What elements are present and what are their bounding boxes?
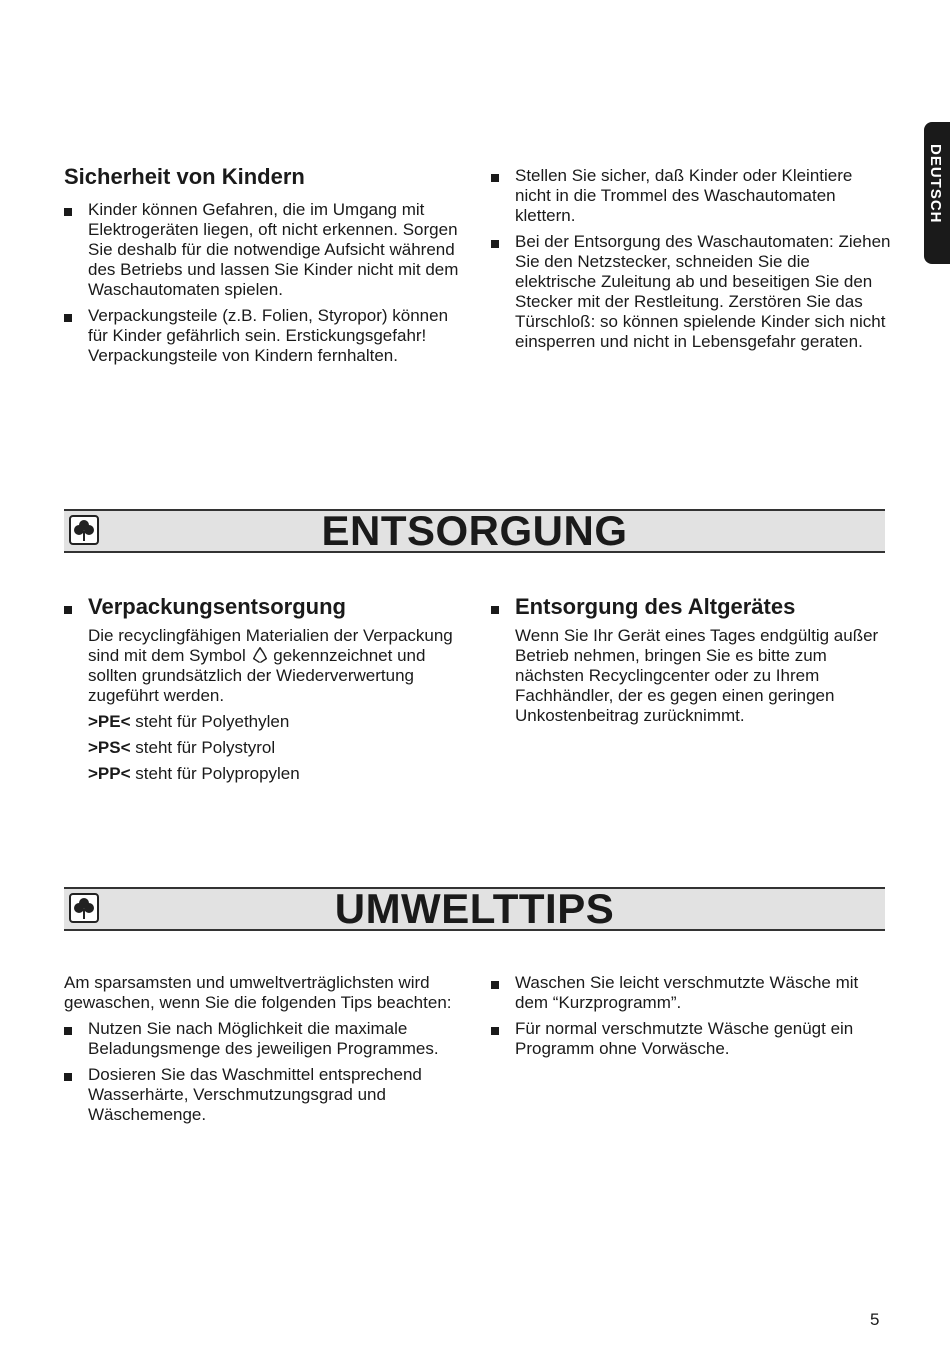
bullet-icon xyxy=(64,1073,72,1081)
bullet-icon xyxy=(491,240,499,248)
list-item-text: Dosieren Sie das Waschmittel entsprechend Wasserhärte, Verschmutzungsgrad und Wäschemenge. xyxy=(88,1065,422,1124)
material-code-row xyxy=(88,712,464,732)
material-code: >PP< xyxy=(88,764,131,783)
material-code-text: steht für Polystyrol xyxy=(135,738,276,757)
page-number: 5 xyxy=(870,1310,880,1329)
list-item-text: Verpackungsteile (z.B. Folien, Styropor) können für Kinder gefährlich sein. Erstickungsgefahr! Verpackungsteile von Kindern fernhalten. xyxy=(88,306,449,365)
language-tab xyxy=(924,122,950,264)
bullet-icon xyxy=(491,606,499,614)
eco-tips-left-column xyxy=(64,973,464,1131)
eco-tips-intro: Am sparsamsten und umweltverträglichsten wird gewaschen, wenn Sie die folgenden Tips beachten: xyxy=(64,973,452,1012)
material-code: >PE< xyxy=(88,712,131,731)
umwelttips-banner xyxy=(64,887,885,931)
bullet-icon xyxy=(64,1027,72,1035)
entsorgung-banner xyxy=(64,509,885,553)
packaging-disposal-column xyxy=(64,594,464,790)
packaging-text-part1: Die recyclingfähigen Materialien der Verpackung sind mit dem Symbol xyxy=(88,626,453,665)
material-code-text: steht für Polyethylen xyxy=(135,712,290,731)
bullet-icon xyxy=(491,981,499,989)
appliance-disposal-heading: Entsorgung des Altgerätes xyxy=(515,594,796,619)
material-code-text: steht für Polypropylen xyxy=(135,764,300,783)
list-item-text: Bei der Entsorgung des Waschautomaten: Ziehen Sie den Netzstecker, schneiden Sie die elektrische Zuleitung ab und beseitigen Sie den Stecker mit der Restleitung. Zerstören Sie das Türschloß: so können spielende Kinder sich nicht einsperren und nicht in Lebensgefahr geraten. xyxy=(515,232,891,351)
list-item-text: Kinder können Gefahren, die im Umgang mit Elektrogeräten liegen, oft nicht erkennen. Sorgen Sie deshalb für die notwendige Aufsicht während des Betriebs und lassen Sie Kinder nicht mit dem Waschautomaten spielen. xyxy=(88,200,459,299)
packaging-disposal-header xyxy=(64,594,464,620)
kids-safety-left-column xyxy=(64,164,464,372)
recycle-icon xyxy=(251,646,269,664)
list-item-text: Waschen Sie leicht verschmutzte Wäsche mit dem “Kurzprogramm”. xyxy=(515,973,859,1012)
kids-safety-heading: Sicherheit von Kindern xyxy=(64,164,305,189)
appliance-disposal-column xyxy=(491,594,891,726)
language-tab-label: DEUTSCH xyxy=(927,144,944,224)
bullet-icon xyxy=(64,606,72,614)
list-item xyxy=(64,1019,464,1059)
appliance-disposal-header xyxy=(491,594,891,620)
list-item-text: Nutzen Sie nach Möglichkeit die maximale Beladungsmenge des jeweiligen Programmes. xyxy=(88,1019,439,1058)
bullet-icon xyxy=(491,1027,499,1035)
bullet-icon xyxy=(64,314,72,322)
umwelttips-title: UMWELTTIPS xyxy=(334,885,615,932)
packaging-disposal-text xyxy=(88,626,464,706)
list-item xyxy=(491,232,891,352)
list-item xyxy=(491,166,891,226)
bullet-icon xyxy=(64,208,72,216)
list-item-text: Für normal verschmutzte Wäsche genügt ein Programm ohne Vorwäsche. xyxy=(515,1019,854,1058)
entsorgung-title: ENTSORGUNG xyxy=(321,507,628,554)
material-code: >PS< xyxy=(88,738,131,757)
list-item xyxy=(64,1065,464,1125)
packaging-disposal-heading: Verpackungsentsorgung xyxy=(88,594,346,619)
list-item xyxy=(64,200,464,300)
eco-tips-right-column xyxy=(491,973,891,1065)
kids-safety-right-column xyxy=(491,166,891,358)
appliance-disposal-text: Wenn Sie Ihr Gerät eines Tages endgültig außer Betrieb nehmen, bringen Sie es bitte zum nächsten Recyclingcenter oder zu Ihrem Fachhändler, der es gegen einen geringen Unkostenbeitrag zurücknimmt. xyxy=(515,626,879,725)
packaging-text-part2: gekennzeichnet und sollten grundsätzlich der Wiederverwertung zugeführt werden. xyxy=(88,646,426,705)
material-code-row xyxy=(88,738,464,758)
list-item-text: Stellen Sie sicher, daß Kinder oder Kleintiere nicht in die Trommel des Waschautomaten klettern. xyxy=(515,166,853,225)
bullet-icon xyxy=(491,174,499,182)
list-item xyxy=(491,1019,891,1059)
material-code-row xyxy=(88,764,464,784)
list-item xyxy=(64,306,464,366)
list-item xyxy=(491,973,891,1013)
